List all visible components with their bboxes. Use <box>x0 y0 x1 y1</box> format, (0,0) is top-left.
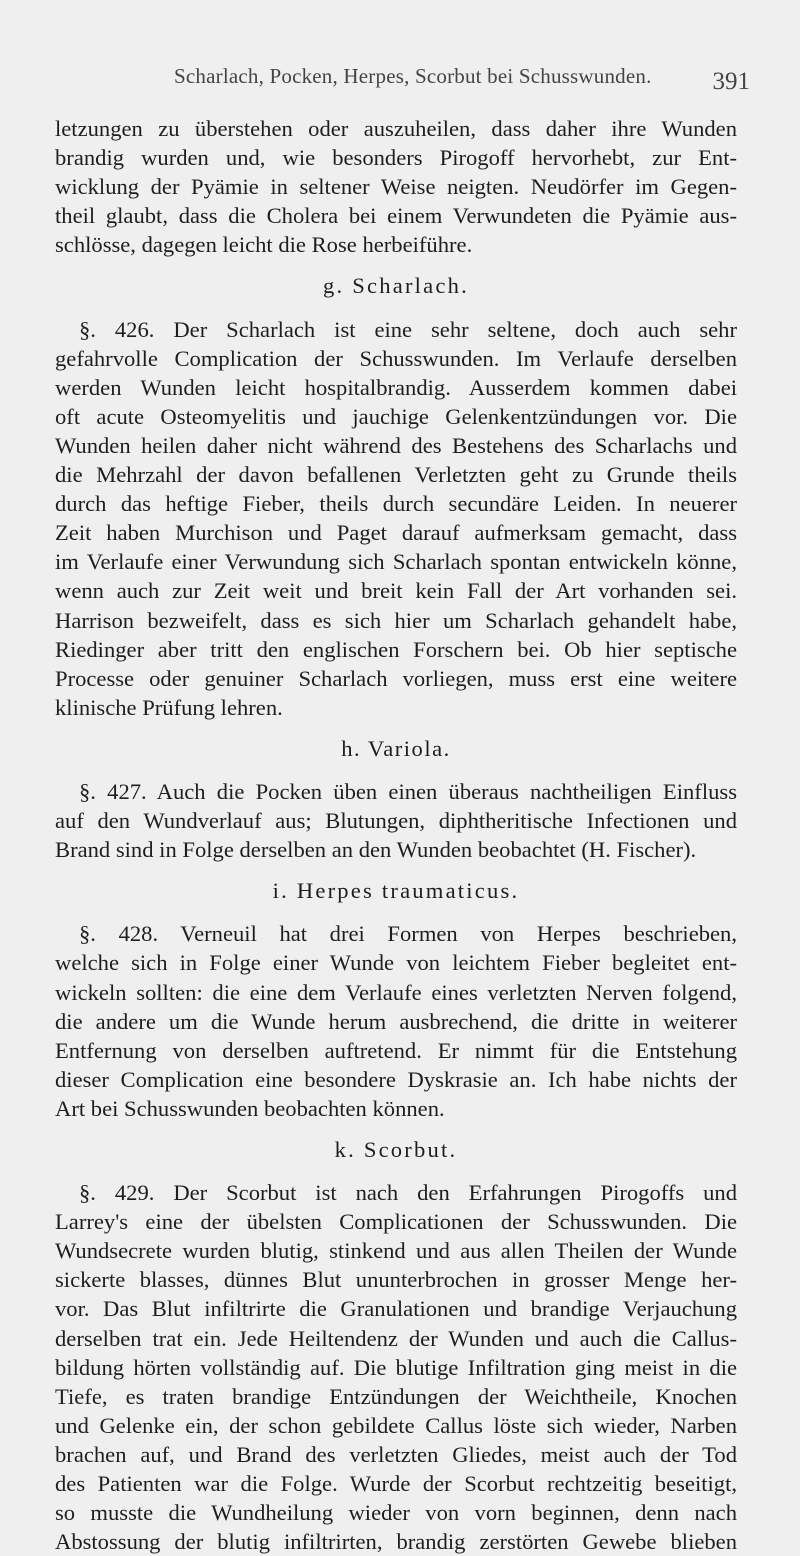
text-line: wicklung der Pyämie in seltener Weise neigten. Neudörfer im Gegen- <box>55 174 737 200</box>
text-line: §. 429. Der Scorbut ist nach den Erfahrungen Pirogoffs und <box>79 1180 737 1206</box>
text-line: die andere um die Wunde herum ausbrechend, die dritte in weiterer <box>55 1008 737 1034</box>
text-line: welche sich in Folge einer Wunde von leichtem Fieber begleitet ent- <box>55 950 737 976</box>
page-number: 391 <box>712 68 750 95</box>
text-line: schlösse, dagegen leicht die Rose herbeiführe. <box>55 232 473 258</box>
paragraph-intro <box>55 114 737 259</box>
text-line: Abstossung der blutig infiltrirten, brandig zerstörten Gewebe blieben <box>55 1529 737 1555</box>
text-line: durch das heftige Fieber, theils durch secundäre Leiden. In neuerer <box>55 491 737 517</box>
paragraph-428 <box>55 919 737 1123</box>
running-title: Scharlach, Pocken, Herpes, Scorbut bei Schusswunden. <box>174 64 652 88</box>
body-text <box>55 114 737 1556</box>
section-heading-variola: h. Variola. <box>341 735 451 761</box>
text-line: und Gelenke ein, der schon gebildete Callus löste sich wieder, Narben <box>55 1412 737 1438</box>
text-line: des Patienten war die Folge. Wurde der Scorbut rechtzeitig beseitigt, <box>55 1471 737 1497</box>
text-line: so musste die Wundheilung wieder von vorn beginnen, denn nach <box>55 1500 737 1526</box>
text-line: §. 426. Der Scharlach ist eine sehr seltene, doch auch sehr <box>79 316 737 342</box>
paragraph-429 <box>55 1178 737 1556</box>
text-line: auf den Wundverlauf aus; Blutungen, diphtheritische Infectionen und <box>55 808 737 834</box>
text-line: oft acute Osteomyelitis und jauchige Gelenkentzündungen vor. Die <box>55 403 737 429</box>
text-line: Wundsecrete wurden blutig, stinkend und aus allen Theilen der Wunde <box>55 1238 737 1264</box>
text-line: derselben trat ein. Jede Heiltendenz der Wunden und auch die Callus- <box>55 1325 737 1351</box>
text-line: Processe oder genuiner Scharlach vorliegen, muss erst eine weitere <box>55 665 737 691</box>
text-line: klinische Prüfung lehren. <box>55 694 283 720</box>
text-line: Wunden heilen daher nicht während des Bestehens des Scharlachs und <box>55 432 737 458</box>
text-line: brachen auf, und Brand des verletzten Gliedes, meist auch der Tod <box>55 1441 737 1467</box>
text-line: Art bei Schusswunden beobachten können. <box>55 1095 445 1121</box>
paragraph-427 <box>55 777 737 864</box>
section-heading-scharlach: g. Scharlach. <box>323 273 469 299</box>
text-line: wenn auch zur Zeit weit und breit kein Fall der Art vorhanden sei. <box>55 578 737 604</box>
text-line: werden Wunden leicht hospitalbrandig. Ausserdem kommen dabei <box>55 374 737 400</box>
section-heading-scorbut: k. Scorbut. <box>334 1137 458 1162</box>
text-line: sickerte blasses, dünnes Blut ununterbrochen in grosser Menge her- <box>55 1267 737 1293</box>
text-line: Larrey's eine der übelsten Complicationen der Schusswunden. Die <box>55 1209 737 1235</box>
text-line: Zeit haben Murchison und Paget darauf aufmerksam gemacht, dass <box>55 520 737 546</box>
text-line: Riedinger aber tritt den englischen Forschern bei. Ob hier septische <box>55 636 737 662</box>
text-line: theil glaubt, dass die Cholera bei einem Verwundeten die Pyämie aus- <box>55 203 737 229</box>
text-line: letzungen zu überstehen oder auszuheilen, dass daher ihre Wunden <box>55 116 737 141</box>
text-line: Tiefe, es traten brandige Entzündungen der Weichtheile, Knochen <box>55 1383 737 1409</box>
running-head <box>140 60 750 100</box>
text-line: bildung hörten vollständig auf. Die blutige Infiltration ging meist in die <box>55 1354 737 1380</box>
text-line: die Mehrzahl der davon befallenen Verletzten geht zu Grunde theils <box>55 462 737 488</box>
text-line: §. 427. Auch die Pocken üben einen überaus nachtheiligen Einfluss <box>79 778 737 804</box>
text-line: Harrison bezweifelt, dass es sich hier um Scharlach gehandelt habe, <box>55 607 737 633</box>
text-line: im Verlaufe einer Verwundung sich Scharlach spontan entwickeln könne, <box>55 549 737 575</box>
text-line: dieser Complication eine besondere Dyskrasie an. Ich habe nichts der <box>55 1066 737 1092</box>
text-line: Brand sind in Folge derselben an den Wunden beobachtet (H. Fischer). <box>55 837 697 863</box>
text-line: brandig wurden und, wie besonders Pirogoff hervorhebt, zur Ent- <box>55 145 737 171</box>
text-line: §. 428. Verneuil hat drei Formen von Herpes beschrieben, <box>79 921 737 947</box>
text-line: vor. Das Blut infiltrirte die Granulationen und brandige Verjauchung <box>55 1296 737 1322</box>
text-line: wickeln sollten: die eine dem Verlaufe eines verletzten Nerven folgend, <box>55 979 737 1005</box>
text-line: Entfernung von derselben auftretend. Er nimmt für die Entstehung <box>55 1037 737 1063</box>
text-line: gefahrvolle Complication der Schusswunden. Im Verlaufe derselben <box>55 345 737 371</box>
paragraph-426 <box>55 315 737 722</box>
section-heading-herpes: i. Herpes traumaticus. <box>272 878 520 904</box>
